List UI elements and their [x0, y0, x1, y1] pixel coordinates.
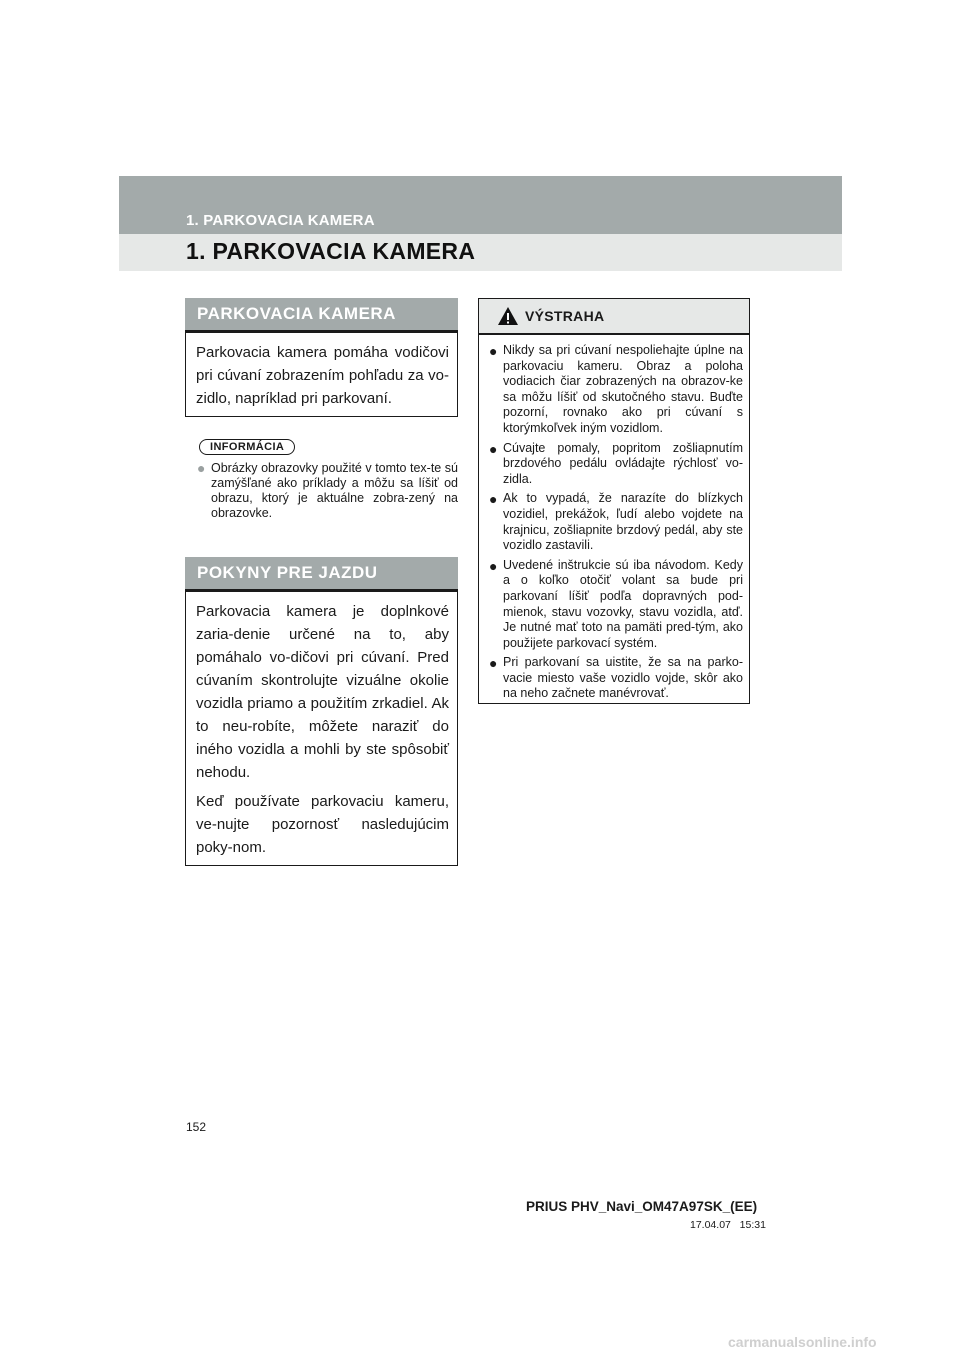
page-title: 1. PARKOVACIA KAMERA: [186, 238, 476, 264]
section-heading-driving: POKYNY PRE JAZDU: [185, 557, 458, 592]
driving-paragraph: Keď používate parkovaciu kameru, ve-nujte pozornosť nasledujúcim poky-nom.: [196, 793, 449, 856]
section-box-camera: [185, 333, 458, 417]
info-item: [197, 461, 458, 521]
warning-item: [489, 491, 743, 553]
warning-item: [489, 343, 743, 437]
bullet-dot-icon: ●: [489, 440, 498, 457]
info-badge: INFORMÁCIA: [199, 439, 295, 455]
document-timestamp: [690, 1219, 766, 1231]
section-body-camera: Parkovacia kamera pomáha vodičovi pri cúvaní zobrazením pohľadu za vo-zidlo, napríklad pri parkovaní.: [196, 344, 449, 407]
warning-list: [479, 335, 749, 702]
running-title: 1. PARKOVACIA KAMERA: [186, 212, 375, 229]
bullet-dot-icon: ●: [197, 460, 206, 476]
bullet-dot-icon: ●: [489, 655, 498, 672]
document-time: 15:31: [739, 1219, 766, 1231]
warning-header: [479, 299, 749, 335]
section-heading-camera: PARKOVACIA KAMERA: [185, 298, 458, 333]
warning-item: [489, 441, 743, 488]
warning-item-text: Uvedené inštrukcie sú iba návodom. Kedy a o koľko otočiť volant sa bude pri parkovaní líšiť podľa dopravných pod-mienok, stavu vozovky, stavu vozidla, atď. Je nutné mať toto na pamäti pred-tým, ako použijete parkovací systém.: [503, 557, 743, 650]
chapter-header: [119, 176, 842, 271]
document-date: 17.04.07: [690, 1219, 731, 1231]
left-column: [185, 298, 458, 866]
warning-item-text: Cúvajte pomaly, popritom zošliapnutím brzdového pedálu ovládajte rýchlosť vo-zidla.: [503, 440, 743, 486]
bullet-dot-icon: ●: [489, 557, 498, 574]
driving-paragraph: Parkovacia kamera je doplnkové zaria-denie určené na to, aby pomáhalo vo-dičovi pri cúvaní. Pred cúvaním skontrolujte vizuálne okolie vozidla priamo a použitím zrkadiel. Ak to neu-robíte, môžete naraziť do iného vozidla a mohli by ste spôsobiť nehodu.: [196, 603, 449, 781]
page-number: 152: [186, 1120, 207, 1134]
warning-box: [478, 298, 750, 704]
warning-item: [489, 655, 743, 702]
warning-title: VÝSTRAHA: [525, 308, 605, 324]
bullet-dot-icon: ●: [489, 343, 498, 359]
warning-item-text: Nikdy sa pri cúvaní nespoliehajte úplne na parkovaciu kameru. Obraz a poloha vodiacich čiar zobrazených na obrazov-ke sa môžu líšiť od skutočného stavu. Buďte pozorní, rovnako ako pri cúvaní s ktorýmkoľvek iným vozidlom.: [503, 343, 743, 435]
document-id: PRIUS PHV_Navi_OM47A97SK_(EE): [526, 1199, 758, 1214]
warning-item: [489, 558, 743, 652]
section-box-driving: [185, 592, 458, 866]
bullet-dot-icon: ●: [489, 491, 498, 508]
watermark: carmanualsonline.info: [728, 1334, 877, 1350]
warning-item-text: Pri parkovaní sa uistite, že sa na parko-vacie miesto vaše vozidlo vojde, skôr ako na neho začnete manévrovať.: [503, 655, 743, 701]
info-item-text: Obrázky obrazovky použité v tomto tex-te sú zamýšľané ako príklady a môžu sa líšiť od obrazu, ktorý je aktuálne zobra-zený na obrazovke.: [211, 461, 458, 520]
warning-triangle-icon: [497, 306, 519, 326]
warning-item-text: Ak to vypadá, že narazíte do blízkych vozidiel, prekážok, ľudí alebo vojdete na krajnicu, zošliapnite brzdový pedál, aby ste vozidlo zastavili.: [503, 491, 743, 553]
